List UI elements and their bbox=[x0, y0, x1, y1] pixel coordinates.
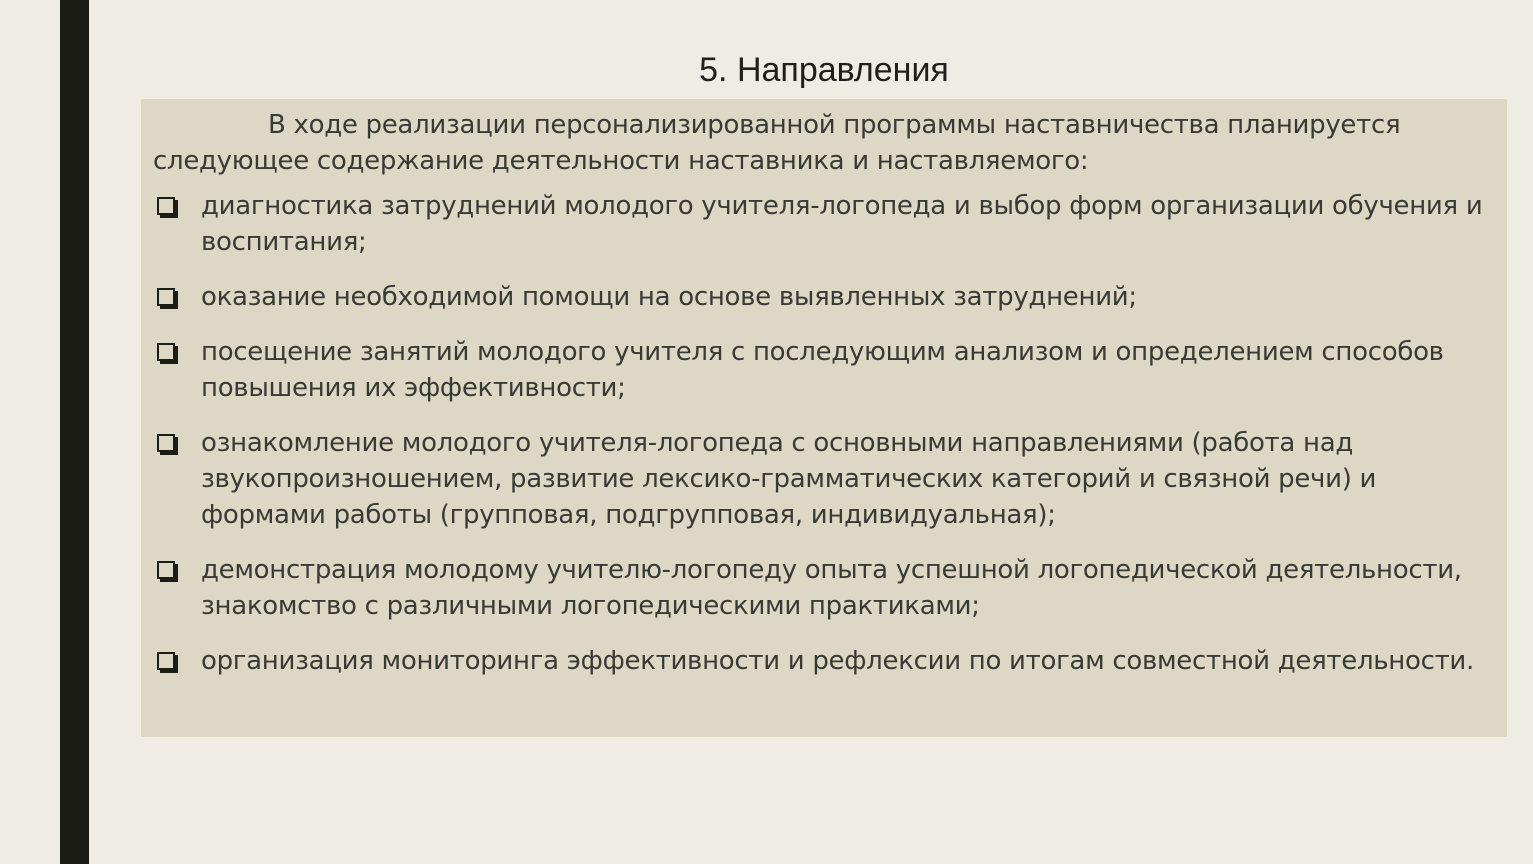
list-item-text: организация мониторинга эффективности и рефлексии по итогам совместной деятельности. bbox=[201, 646, 1474, 676]
slide-title: 5. Направления bbox=[699, 51, 949, 89]
content-box bbox=[141, 99, 1507, 737]
list-item bbox=[153, 188, 1487, 260]
checkbox-square-icon bbox=[157, 288, 175, 306]
list-item-text: ознакомление молодого учителя-логопеда с основными направлениями (работа над звукопроизношением, развитие лексико-грамматических категорий и связной речи) и формами работы (групповая, подгрупповая, индивидуальная); bbox=[201, 428, 1377, 530]
checkbox-square-icon bbox=[157, 197, 175, 215]
checkbox-square-icon bbox=[157, 561, 175, 579]
list-item bbox=[153, 334, 1487, 406]
list-item-text: диагностика затруднений молодого учителя-логопеда и выбор форм организации обучения и воспитания; bbox=[201, 191, 1483, 257]
checkbox-square-icon bbox=[157, 343, 175, 361]
bullet-list bbox=[153, 188, 1487, 679]
list-item bbox=[153, 279, 1487, 315]
list-item-text: демонстрация молодому учителю-логопеду опыта успешной логопедической деятельности, знакомство с различными логопедическими практиками; bbox=[201, 555, 1462, 621]
left-accent-bar bbox=[60, 0, 89, 864]
list-item bbox=[153, 643, 1487, 679]
checkbox-square-icon bbox=[157, 652, 175, 670]
list-item-text: оказание необходимой помощи на основе выявленных затруднений; bbox=[201, 282, 1137, 312]
list-item bbox=[153, 552, 1487, 624]
list-item bbox=[153, 425, 1487, 533]
intro-paragraph: В ходе реализации персонализированной программы наставничества планируется следующее содержание деятельности наставника и наставляемого: bbox=[153, 110, 1401, 176]
list-item-text: посещение занятий молодого учителя с последующим анализом и определением способов повышения их эффективности; bbox=[201, 337, 1444, 403]
checkbox-square-icon bbox=[157, 434, 175, 452]
